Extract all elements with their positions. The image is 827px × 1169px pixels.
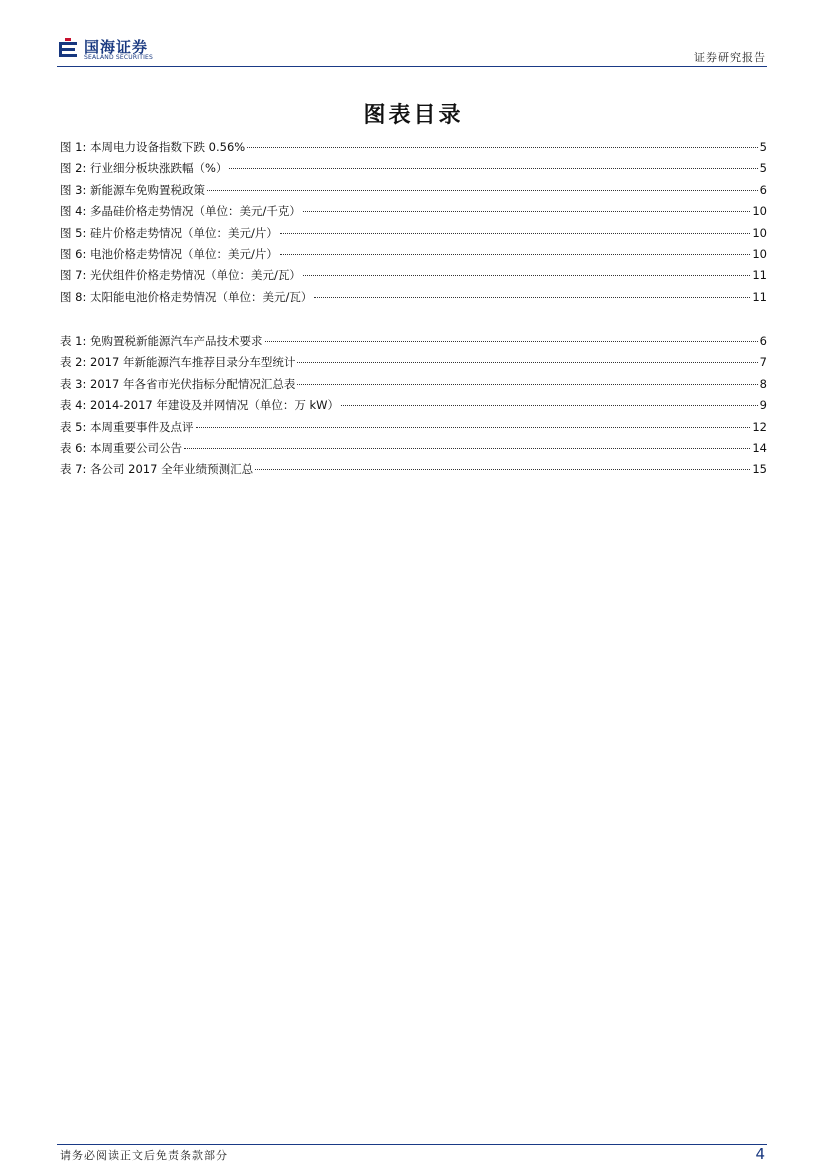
dot-leader: [265, 341, 758, 342]
figure-entry-label: 图 5:: [60, 225, 87, 240]
dot-leader: [229, 168, 757, 169]
table-entry[interactable]: [60, 376, 767, 397]
figure-entry-title: 光伏组件价格走势情况（单位：美元/瓦）: [90, 268, 301, 283]
figure-entry[interactable]: [60, 246, 767, 267]
figure-entry-page: 11: [752, 268, 767, 283]
table-entry-page: 12: [752, 419, 767, 434]
figure-entry-label: 图 6:: [60, 246, 87, 261]
table-entry-page: 7: [759, 355, 767, 370]
page-title: 图表目录: [363, 103, 464, 128]
dot-leader: [297, 384, 757, 385]
table-entry-label: 表 2:: [60, 355, 87, 370]
figure-entry-label: 图 2:: [60, 161, 87, 176]
figure-entry-page: 5: [759, 140, 767, 154]
page-header: [0, 0, 827, 68]
figure-entry-title: 行业细分板块涨跌幅（%）: [90, 161, 228, 176]
figure-entry-label: 图 1:: [60, 140, 87, 154]
figure-entry[interactable]: [60, 139, 767, 160]
table-entry-label: 表 7:: [60, 462, 87, 477]
logo-chinese-name: 国海证券: [84, 38, 149, 56]
dot-leader: [255, 469, 750, 470]
dot-leader: [303, 275, 750, 276]
figure-entry[interactable]: [60, 289, 767, 310]
table-entry[interactable]: [60, 397, 767, 418]
table-entry-title: 免购置税新能源汽车产品技术要求: [90, 334, 263, 348]
table-entry-page: 15: [752, 462, 767, 477]
table-entry-label: 表 6:: [60, 440, 87, 455]
table-entry-label: 表 4:: [60, 398, 87, 413]
table-entry-title: 各公司 2017 全年业绩预测汇总: [90, 462, 254, 477]
dot-leader: [303, 211, 750, 212]
figure-entry-title: 多晶硅价格走势情况（单位：美元/千克）: [90, 204, 301, 219]
figure-entry-label: 图 7:: [60, 268, 87, 283]
disclaimer-note: 请务必阅读正文后免责条款部分: [60, 1149, 228, 1162]
dot-leader: [196, 427, 751, 428]
table-entry-label: 表 3:: [60, 376, 87, 391]
figure-entry[interactable]: [60, 225, 767, 246]
table-entry[interactable]: [60, 440, 767, 461]
header-divider: [57, 66, 767, 67]
table-entry-page: 8: [759, 376, 767, 391]
dot-leader: [297, 362, 757, 363]
table-entry-label: 表 1:: [60, 334, 87, 348]
report-type-label: 证券研究报告: [694, 51, 766, 64]
figure-entry-label: 图 3:: [60, 182, 87, 197]
table-entry-page: 14: [752, 440, 767, 455]
dot-leader: [314, 297, 750, 298]
table-entry-title: 2017 年各省市光伏指标分配情况汇总表: [90, 376, 296, 391]
dot-leader: [207, 190, 758, 191]
dot-leader: [184, 448, 750, 449]
table-entry-page: 9: [759, 398, 767, 413]
figure-entry-title: 太阳能电池价格走势情况（单位：美元/瓦）: [90, 289, 313, 304]
dot-leader: [341, 405, 758, 406]
table-entry-label: 表 5:: [60, 419, 87, 434]
figure-entry-label: 图 8:: [60, 289, 87, 304]
table-entry[interactable]: [60, 419, 767, 440]
company-logo: [57, 36, 177, 64]
figure-entry-page: 10: [752, 225, 767, 240]
figure-entry[interactable]: [60, 182, 767, 203]
footer-divider: [57, 1144, 767, 1145]
table-entry[interactable]: [60, 354, 767, 375]
sealand-logo-icon: [57, 38, 79, 60]
table-entry-title: 2014-2017 年建设及并网情况（单位：万 kW）: [90, 398, 340, 413]
figure-entry-title: 本周电力设备指数下跌 0.56%: [90, 140, 246, 154]
figure-entry-label: 图 4:: [60, 204, 87, 219]
figure-list: [60, 139, 767, 310]
figure-entry-page: 6: [759, 182, 767, 197]
table-entry-title: 本周重要事件及点评: [90, 419, 194, 434]
dot-leader: [280, 233, 750, 234]
figure-entry[interactable]: [60, 203, 767, 224]
figure-entry-page: 11: [752, 289, 767, 304]
page-number: 4: [755, 1145, 765, 1163]
figure-entry-page: 5: [759, 161, 767, 176]
table-entry[interactable]: [60, 461, 767, 482]
figure-entry-title: 新能源车免购置税政策: [90, 182, 206, 197]
figure-entry-title: 硅片价格走势情况（单位：美元/片）: [90, 225, 278, 240]
figure-entry[interactable]: [60, 267, 767, 288]
table-entry-page: 6: [759, 334, 767, 348]
dot-leader: [247, 147, 757, 148]
figure-entry-title: 电池价格走势情况（单位：美元/片）: [90, 246, 278, 261]
table-list: [60, 333, 767, 483]
logo-english-name: SEALAND SECURITIES: [84, 54, 154, 61]
figure-entry-page: 10: [752, 204, 767, 219]
table-entry[interactable]: [60, 333, 767, 354]
table-entry-title: 2017 年新能源汽车推荐目录分车型统计: [90, 355, 296, 370]
table-entry-title: 本周重要公司公告: [90, 440, 183, 455]
figure-entry-page: 10: [752, 246, 767, 261]
dot-leader: [280, 254, 750, 255]
figure-entry[interactable]: [60, 160, 767, 181]
